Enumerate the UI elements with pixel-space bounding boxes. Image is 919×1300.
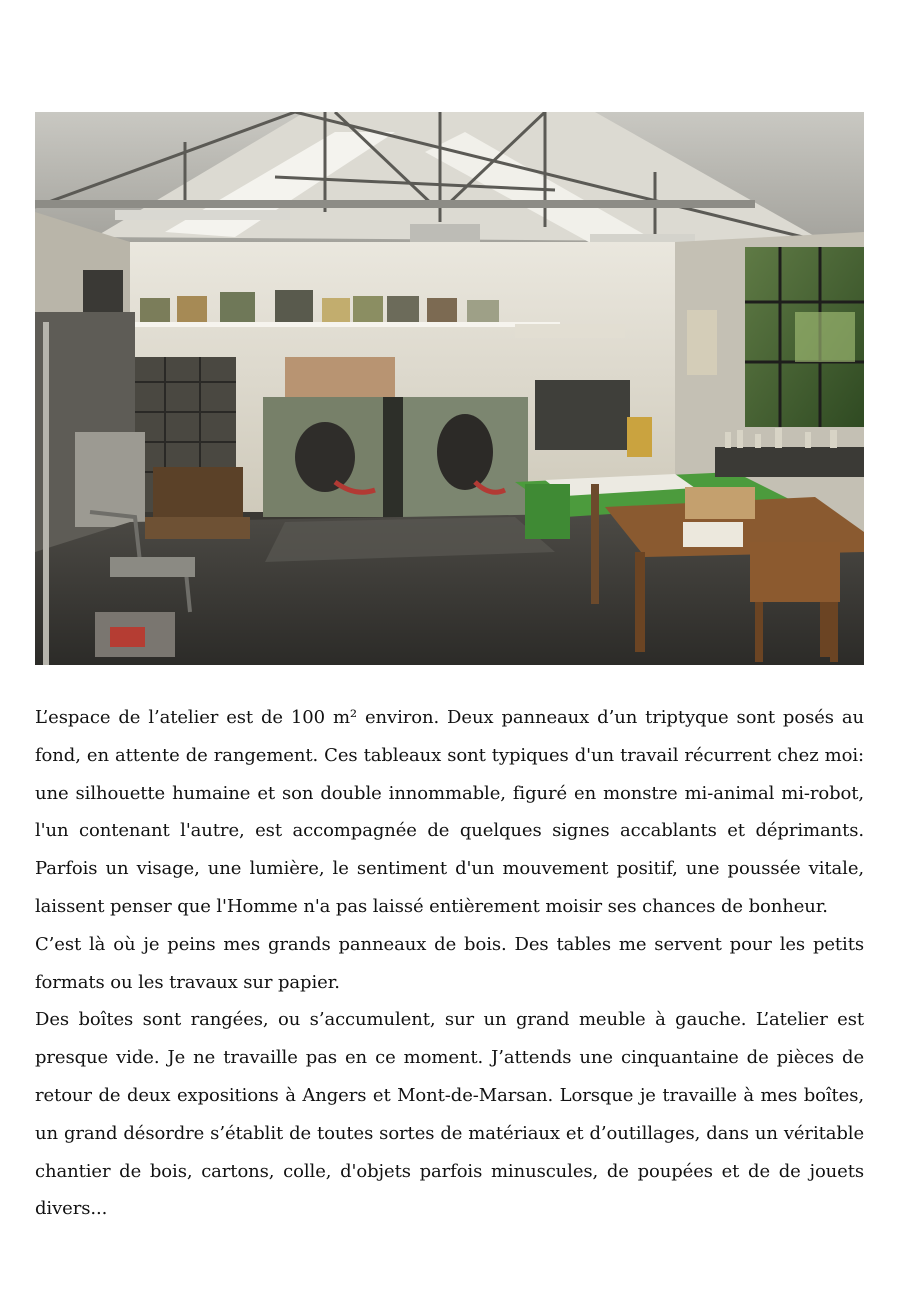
article-text (35, 699, 864, 1228)
paragraph-1: L’espace de l’atelier est de 100 m² environ. Deux panneaux d’un triptyque sont posés au fond, en attente de rangement. Ces tableaux sont typiques d'un travail récurrent chez moi: une silhouette humaine et son double innommable, figuré en monstre mi-animal mi-robot, l'un contenant l'autre, est accompagnée de quelques signes accablants et déprimants. Parfois un visage, une lumière, le sentiment d'un mouvement positif, une poussée vitale, laissent penser que l'Homme n'a pas laissé entièrement moisir ses chances de bonheur. (35, 707, 864, 917)
paragraph-2: C’est là où je peins mes grands panneaux de bois. Des tables me servent pour les petits formats ou les travaux sur papier. (35, 933, 864, 993)
studio-photo-illustration (35, 112, 864, 665)
paragraph-3: Des boîtes sont rangées, ou s’accumulent, sur un grand meuble à gauche. L’atelier est presque vide. Je ne travaille pas en ce moment. J’attends une cinquantaine de pièces de retour de deux expositions à Angers et Mont-de-Marsan. Lorsque je travaille à mes boîtes, un grand désordre s’établit de toutes sortes de matériaux et d’outillages, dans un véritable chantier de bois, cartons, colle, d'objets parfois minuscules, de poupées et de de jouets divers... (35, 1009, 864, 1220)
studio-photo (35, 112, 864, 665)
